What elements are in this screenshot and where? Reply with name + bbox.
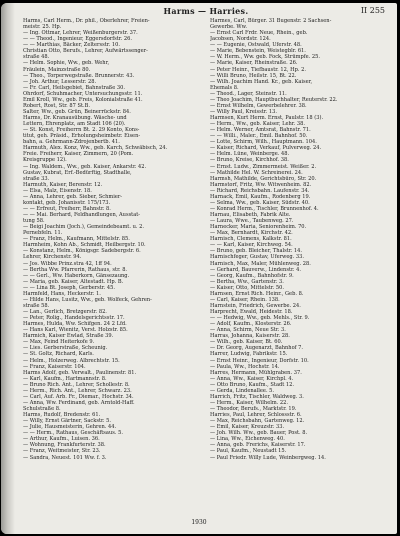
directory-entry-line: — — Erfreut, Freiherr, Bahnstr. 8. <box>23 205 111 212</box>
directory-entry-line: Harras, Johanna, Kaiserstr. 28. <box>210 333 290 340</box>
footer-year: 1930 <box>191 519 207 526</box>
directory-entry-line: Harnisch, Clemens, Kalkstr. 81. <box>210 236 292 243</box>
directory-entry-line: — Hans Karl, Wienitz, Verst. Holzstr. 85. <box>23 327 128 334</box>
directory-entry-line: — Richard, Reichsbahn. Laufenstr. 34. <box>210 187 310 194</box>
directory-entry-line: — Max, Reichsbahn, Gartenweg. 12. <box>210 418 305 425</box>
directory-entry-line: — Maria, geb. Kaiser, Altestadt. Hp. B. <box>23 278 124 285</box>
running-header <box>23 6 389 18</box>
directory-entry-line: — — Karl, Kaiser, Kirchweg. 54. <box>210 242 293 249</box>
directory-entry-line: Harrich, Fritz, Tischler, Waldweg. 3. <box>210 393 304 400</box>
directory-entry-line: — Franz, Kaiserstr. 104. <box>23 363 86 370</box>
directory-entry-line: — — Hedwig, Ww., geb. Mehls., Str. 9. <box>210 315 310 322</box>
directory-entry-line: Emil Kroll, Ww., geb. Freis, Kolonialstraße 41. <box>23 96 143 103</box>
directory-entry-line: — Theo., Torperwegstraße. Brunnerstr. 43. <box>23 72 135 79</box>
directory-entry-line: — Lina, Ww., Eichenweg. 40. <box>210 436 285 443</box>
directory-entry-line: — Bruno, geb. Bleicher, Thalstr. 14. <box>210 248 303 255</box>
directory-entry-line: — Bertha Ww. Pfarrerin, Rathaus, str. 8. <box>23 266 128 273</box>
directory-entry-line: — W. Herm., Ww. geb. Fock, Strümpfe. 25. <box>210 54 320 61</box>
directory-entry-line: Jacobsen, Nordstr. 124. <box>210 36 271 43</box>
directory-entry-line: — Wilh., geb. Kaiser, Bt. 60. <box>210 339 283 346</box>
directory-entry-line: Gewerbe. Ww. <box>210 24 248 31</box>
directory-entry-line: — — Theod., Ingenieur, Eggersdorfstr. 26. <box>23 36 133 43</box>
directory-entry-line: Lettern, Ehrenplatz, am Stadt 106 (20). <box>23 121 126 128</box>
directory-entry-line: Pernebfeln. 11. <box>23 230 63 237</box>
directory-entry-line: — Helm., Holzerweg. Albrechtstr. 15. <box>23 357 120 364</box>
directory-entry-line: Salter, Ww., geb. Grün, Beinerrückstr. 84. <box>23 108 131 115</box>
directory-entry-line: Harms, Carl Herm., Dr. phil., Oberlehrer, Freien- <box>23 18 150 24</box>
directory-entry-line: — — Marthias, Bäcker, Zeltersstr. 10. <box>23 42 120 49</box>
directory-entry-line: Harms Adolf, geb. Verwalt., Paulinenstr. 81. <box>23 369 137 376</box>
directory-entry-line: Harmheim, Kohn Ab., Schmidt, Heilbergstr. 10. <box>23 242 146 249</box>
directory-entry-line: — Helm. Werner, Amtsrat, Bahnstr. 71. <box>210 127 311 134</box>
directory-entry-line: — Lies. Gerberstraße, Scheunig. <box>23 345 108 352</box>
directory-entry-line: Harmfeld, Hans, Heckerstr. 1. <box>23 290 101 297</box>
directory-entry-line: — Peter Heinr., Tiefbaustr. 12, Hp. 2. <box>210 66 306 73</box>
directory-entry-line: Harnstein, Friedrich, Gewerbe. 24. <box>210 302 301 309</box>
directory-entry-line: — Max, Feind Heiterkofe 9. <box>23 339 95 346</box>
directory-entry-line: — Carl, Kaiser, Rhein. 138. <box>210 296 280 303</box>
directory-entry-line: — Anna, Lehrer, geb. Sieber, Schmier- <box>23 193 123 200</box>
directory-entry-line: — Ing. Waldem., Ww., geb. Kaiser, Ankarstr. 42. <box>23 163 147 170</box>
directory-entry-line: — Bruno, Kreise, Kirchhof. 38. <box>210 157 289 164</box>
directory-entry-line: Harms, Rudolf, Bredenstr. 61. <box>23 412 101 419</box>
directory-entry-line: — Anna, Ww., Kaiser, Kirchpl. 4. <box>210 375 294 382</box>
directory-entry-line: — Willi Bruno, Heilstr. 15, Bt. 22. <box>210 72 297 79</box>
page-number: II 255 <box>360 6 385 15</box>
directory-entry-line: meistr. 25. Hp. <box>23 24 62 31</box>
directory-entry-line: — Sandra, Neuest. 101 Ww. f. 3. <box>23 454 107 461</box>
directory-entry-line: Harms, Dr. Kranausübung. Wäsche- und <box>23 115 127 121</box>
directory-entry-line: — Adolf, Kaufm., Klosterstr. 26. <box>210 321 292 328</box>
directory-entry-line: — Theod., Lager, Steinstr. 11. <box>210 90 287 97</box>
directory-entry-line: Christian Otto, Berufs., Lehrer, Aufwärtssenger- <box>23 48 148 55</box>
directory-entry-line: — Kaiser, Richard, Verkauf, Pulverweg. 24. <box>210 145 322 152</box>
directory-entry-line: — Paul, Kaufm., Neustadt 15. <box>210 448 287 455</box>
directory-entry-line: Harnack, Emil, Kaufm., Rodenberg 19. <box>210 193 311 200</box>
directory-entry-line: — Anna, geb. Frerichs, Kaiserstr. 17. <box>210 442 306 449</box>
directory-entry-line: — Gerda, Lindenallee. 5. <box>210 387 275 394</box>
directory-entry-line: — Franz, Weitmeister, Str. 23. <box>23 448 101 455</box>
directory-entry-line: — Georg, Kaufm., Bahnhofstr. 9. <box>210 272 294 279</box>
directory-entry-line: — Lotte, Schirm, Wilh., Hauptmann. 104. <box>210 139 317 146</box>
directory-entry-line: — Ernst Heinr., Ingenieur, Dorfstr. 10. <box>210 357 309 364</box>
directory-entry-line: Harnischfeger, Gustav, Uferweg. 33. <box>210 254 305 261</box>
directory-entry-line: — Konrad Herm., Tischler, Brunnenhof. 4. <box>210 205 319 212</box>
directory-entry-line: Harnecker, Maria, Seniorenheim. 70. <box>210 224 307 231</box>
directory-entry-line: — Beigi Joachim (Joch.), Gemeindebeamt. u. 2. <box>23 224 144 231</box>
directory-entry-line: — Mathilde Hel. W. Schreinerei. 24. <box>210 169 303 176</box>
directory-entry-line: — Willy Paul, Kreisstr. 13. <box>210 108 277 115</box>
directory-entry-line: — Kaiser, Otto, Mittelstr. 50. <box>210 284 284 291</box>
directory-entry-line: — Ernst Carl Frdr. Neue, Rhein., geb. <box>210 30 308 37</box>
directory-entry-line: — Marie, Bebenstein, Weistegblr. 61. <box>210 48 306 55</box>
directory-entry-line: — Theodor, Berufs., Marktstr. 19. <box>210 406 297 412</box>
directory-entry-line: — Julie, Hausmeisterin, Gehren. 44. <box>23 424 117 431</box>
directory-entry-line: — Marie, Kaiser, Rheinstraße. 26. <box>210 60 298 67</box>
directory-entry-line: — Franz, Helm., Kaufmann, Mittelstr. 85. <box>23 236 130 243</box>
directory-entry-line: — — Lina Bt. Joseph, Gerberstr. 45. <box>23 284 116 291</box>
directory-entry-line: — Elsa, Malz, Eisenstr. 18. <box>23 187 92 194</box>
directory-page <box>1 3 397 534</box>
directory-entry-line: Harmes, Carl, Bürger. 31 Bugenstr. 2 Sachsen- <box>210 18 332 24</box>
directory-entry-line: straße 48. <box>23 54 50 61</box>
page-gutter-shadow <box>1 3 15 534</box>
directory-entry-line: — Wilh. Joachim Hand. Kr., geb. Kaiser, <box>210 78 313 85</box>
directory-entry-line: — — Mai. Berhard, Feldhandlungen, Ausstat- <box>23 212 141 218</box>
directory-entry-line: Harries, Paul, Lehrer, Schlossstr. 6. <box>210 412 302 419</box>
directory-entry-line: Freie. Freiherr, Kaiser, Zimmern, 20 (Pom. <box>23 151 134 158</box>
directory-entry-line: — Selma, Ww., geb. Kaiser, Südstr. 40. <box>210 199 310 206</box>
directory-entry-line: — Joh. Arthur, Lesserstr. 28. <box>23 78 97 85</box>
directory-entry-line: Harprecht, Ewald, Heidestr. 18. <box>210 309 293 315</box>
directory-entry-line: — Konstanz, Helm., Königsgr. Sadebergstr. 6. <box>23 248 141 255</box>
directory-entry-line: — Wohnung, Frankfurterstr. 38. <box>23 442 106 449</box>
directory-entry-line: Ehemals 8. <box>210 84 239 91</box>
directory-entry-line: Schulstraße 8. <box>23 406 61 412</box>
directory-entry-line: — Helm. Sophie, Ww., geb. Wehr, <box>23 60 110 67</box>
directory-entry-line: Gustav, Kubrat, Erf.-Bedürftig, Stadthalle, <box>23 169 132 176</box>
directory-entry-line: — Helm. Lüne, Weinberge. 48. <box>210 151 290 158</box>
directory-entry-line: straße 33. <box>23 175 50 182</box>
directory-entry-line: — Lan., Gerlich, Bretzgerstr. 82. <box>23 309 107 315</box>
directory-entry-line: — Hilde Hans, Lusitz, Ww., geb. Wolfeck, Gehren- <box>23 296 152 303</box>
directory-entry-line: — — Herm., Rathaus, Geschäftsaus. 5. <box>23 430 123 437</box>
directory-entry-line: titut, geh. Präsid., Erholungsheimbetr. Eisen- <box>23 133 141 140</box>
directory-entry-line: — Carl, Auf. Arb. Fr., Diemar., Hochstr. 34. <box>23 393 134 400</box>
left-column <box>23 18 204 461</box>
directory-entry-line: Ohrdorf, Schuhmacher, Untersuchungsstr. 11. <box>23 90 143 97</box>
directory-entry-line: — Anna, Schirm, Neue Str. 3. <box>210 327 286 334</box>
directory-entry-line: Harnau, Elisabeth, Fabrik Alte. <box>210 212 291 218</box>
directory-entry-line: — Bertha, Ww., Gartenstr. 3. <box>210 278 284 285</box>
directory-entry-line: — Gerhard, Bauverw., Lindenstr. 4. <box>210 266 301 273</box>
running-header-title: Harms — Harries. <box>163 6 249 16</box>
directory-entry-line: Harmich, Kaiser Ewlad, Straße 39. <box>23 333 114 340</box>
directory-entry-line: — Theo Joachim, Hauptbuchhalter, Reuterstr. 22. <box>210 96 338 103</box>
directory-entry-line: Robert, Rost, Str. 87 St.B. <box>23 102 90 109</box>
directory-entry-line: Harmes, Hulda, Ww. Schifgen. 24 2 Lfd. <box>23 321 127 328</box>
directory-entry-line: — Ernst. Ludw., Zimmermeist. Weißer. 2. <box>210 163 317 170</box>
directory-entry-line: — Emil, Kaiser, Kreuzstr. 33. <box>210 424 285 431</box>
directory-entry-line: — Ing. Ottmar, Lehrer, Weißenburgerstr. 37. <box>23 30 138 37</box>
directory-entry-line: — Joh. Wilh. Ww., geb. Bauer, Post. 8. <box>210 430 308 437</box>
directory-entry-line: Harmstorf, Fritz, Ww. Witwenheim. 82. <box>210 181 312 188</box>
directory-entry-line: Kreisgruppe 12). <box>23 157 67 164</box>
directory-entry-line: straße 58. <box>23 302 50 309</box>
directory-entry-line: — Karl, Kaufm., Hartmannstr. 8. <box>23 375 107 382</box>
directory-entry-line: Lehrer, Kirchenstr. 94. <box>23 254 82 261</box>
directory-entry-line: — Paul Friedr. Willy Lude, Weinbergweg. 14. <box>210 454 326 461</box>
directory-entry-line: Fräulein, Mainzstraße 80. <box>23 66 91 73</box>
directory-entry-line: — Anna, Ww. Ferdinand, geb. Arntold-Haff. <box>23 399 135 406</box>
directory-entry-line: — St. Konst, Freiherrn Bt. 2. 29 Konto, Kons- <box>23 127 140 134</box>
directory-entry-line: — Herm., Kaiser, Wilhelm. 22. <box>210 399 289 406</box>
directory-entry-line: — Laura, Wwe., Taubenweg. 27. <box>210 218 294 225</box>
directory-entry-line: — Bruno Rich. Ant., Lehrer, Schollestr. 8. <box>23 381 130 388</box>
directory-entry-line: — Willy, Ernst Gärtner, Sackstr. 5. <box>23 418 111 425</box>
directory-entry-line: — Peter, Rolig., Handelsgerichtsstr. 17. <box>23 315 125 322</box>
directory-entry-line: — Ernst Wilhelm, Gewerbelehrer. 38. <box>210 102 307 109</box>
directory-entry-line: — Herm., Rich. Ant., Lehrer, Schwarz. 23. <box>23 387 132 394</box>
directory-entry-line: — St. Goltz, Richard, Karls. <box>23 351 94 358</box>
directory-entry-line: Harmsen, Kurt Herm. Ernst, Paulstr. 18 (3). <box>210 115 324 121</box>
directory-entry-line: Harnisch, Max, Maler, Mühlenweg. 28. <box>210 260 311 267</box>
directory-entry-line: Harmuth, Kaiser, Berenstr. 12. <box>23 181 103 188</box>
directory-entry-line: — Jos. Wibbe Prinz.stra 42, 1ff 94. <box>23 260 112 267</box>
directory-entry-line: — Otto Bruno, Kaufm., Stadt 12. <box>210 381 295 388</box>
directory-entry-line: — Arthur, Kaufm., Luisen. 36. <box>23 436 100 443</box>
directory-entry-line: bahn, a. Gehrmann-Zdrojenbertb. 41. <box>23 139 120 146</box>
directory-entry-line: Harnsen, Ernst Rich. Heinr., Geb. 8. <box>210 290 304 297</box>
directory-entry-line: — Fr. Carl, Heilsgebiet, Bahnstraße 30. <box>23 84 126 91</box>
directory-entry-line: Harrer, Ludwig, Fabrikstr. 15. <box>210 351 288 358</box>
directory-entry-line: Harres, Hermann, Mühlgraben. 37. <box>210 369 302 376</box>
directory-entry-line: — Dr. Georg, Augenarzt, Bahnhof 7. <box>210 345 304 352</box>
directory-entry-line: — Max, Bernhardt, Kirchstr. 42. <box>210 230 293 237</box>
directory-entry-line: — Herm., Ww., geb. Kaiser, Lehr. 38. <box>210 121 306 128</box>
directory-entry-line: — — Gerl., Ww. Haberkorn, Gänsezaung. <box>23 272 130 279</box>
directory-entry-line: tung 58. <box>23 218 45 225</box>
right-column <box>210 18 393 461</box>
directory-entry-line: — — Willi., Maler., Emil. Bahnhof. 50. <box>210 133 308 140</box>
directory-entry-line: Harmuth, Alex. Konz, Ww., geb. Karch, Schwäbisch, 24. <box>23 145 168 152</box>
directory-entry-line: Harmsh, Mathilde, Gerichtsbüro, Str. 20. <box>210 175 317 182</box>
directory-entry-line: — — Eugenie, Ostwald, Uferstr. 48. <box>210 42 302 49</box>
directory-entry-line: — Paula, Ww., Hochstr. 14. <box>210 363 280 370</box>
directory-entry-line: kontakt, geb. Johanisstr. 175/173. <box>23 199 111 206</box>
